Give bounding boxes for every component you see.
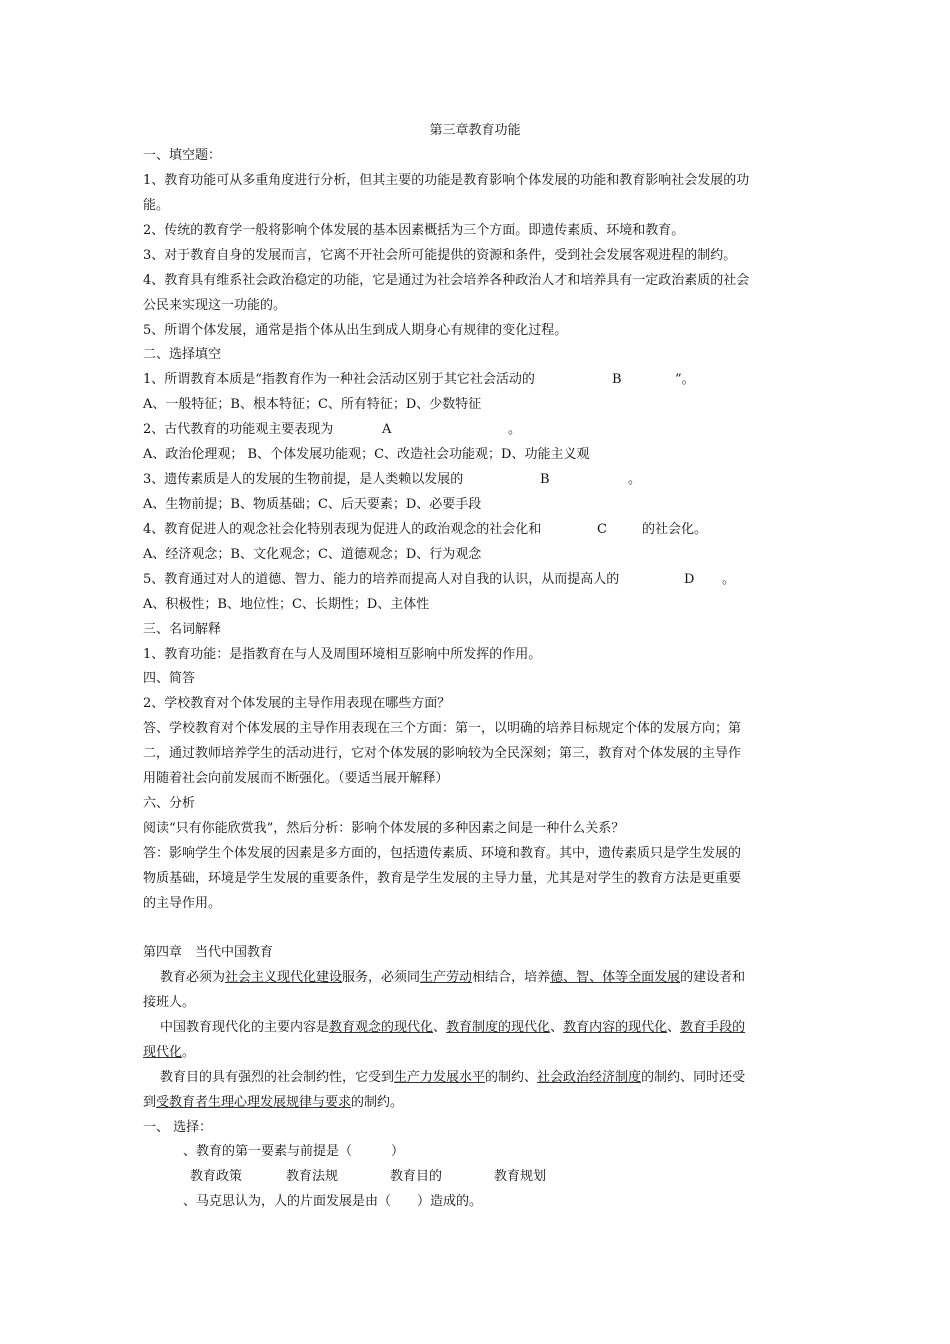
fill-q4-line1: 4、教育具有维系社会政治稳定的功能，它是通过为社会培养各种政治人才和培养具有一定政治素质的社会 xyxy=(143,273,750,288)
chapter-3-title: 第三章教育功能 xyxy=(429,123,521,138)
choice-q1-answer: B xyxy=(612,372,622,387)
section-short-answer-heading: 四、简答 xyxy=(143,671,196,686)
choice-q4: 4、教育促进人的观念社会化特别表现为促进人的政治观念的社会化和 xyxy=(143,522,542,537)
chapter-4-title: 第四章 当代中国教育 xyxy=(143,945,274,960)
short-answer-line2: 二，通过教师培养学生的活动进行，它对个体发展的影响较为全民深刻；第三，教育对个体发展的主导作 xyxy=(143,746,742,761)
section-terms-heading: 三、名词解释 xyxy=(143,622,222,637)
choice-q3: 3、遗传素质是人的发展的生物前提，是人类赖以发展的 xyxy=(143,472,464,487)
fill-q1-line2: 能。 xyxy=(143,198,170,213)
choice-q4-options: A、经济观念；B、文化观念；C、道德观念；D、行为观念 xyxy=(143,547,482,562)
choice-q2-answer: A xyxy=(382,422,392,437)
short-answer-line3: 用随着社会向前发展而不断强化。（要适当展开解释） xyxy=(143,771,449,786)
ch4-para1-line1: 教育必须为社会主义现代化建设服务，必须同生产劳动相结合，培养德、智、体等全面发展的建设者和 xyxy=(160,970,746,985)
option-4: 教育规划 xyxy=(494,1169,547,1184)
ch4-sel-q1: 、教育的第一要素与前提是（ ） xyxy=(183,1144,405,1159)
choice-q1-options: A、一般特征；B、根本特征；C、所有特征；D、少数特征 xyxy=(143,397,482,412)
ch4-para2-line1: 中国教育现代化的主要内容是教育观念的现代化、教育制度的现代化、教育内容的现代化、教育手段的 xyxy=(160,1020,746,1035)
choice-q2-options: A、政治伦理观； B、个体发展功能观；C、改造社会功能观；D、功能主义观 xyxy=(143,447,590,462)
option-2: 教育法规 xyxy=(286,1169,339,1184)
choice-q5-end: 。 xyxy=(722,572,736,587)
choice-q3-answer: B xyxy=(540,472,550,487)
section-choice-heading: 二、选择填空 xyxy=(143,347,222,362)
ch4-para3-line2: 到受教育者生理心理发展规律与要求的制约。 xyxy=(143,1095,404,1110)
choice-q1-end: ”。 xyxy=(675,372,695,387)
short-answer-line1: 答、学校教育对个体发展的主导作用表现在三个方面：第一，以明确的培养目标规定个体的发展方向；第 xyxy=(143,721,742,736)
ch4-selection-heading: 一、 选择： xyxy=(143,1120,213,1135)
fill-q3: 3、对于教育自身的发展而言，它离不开社会所可能提供的资源和条件，受到社会发展客观进程的制约。 xyxy=(143,248,737,263)
fill-q2: 2、传统的教育学一般将影响个体发展的基本因素概括为三个方面。即遗传素质、环境和教育。 xyxy=(143,223,685,238)
short-q2: 2、学校教育对个体发展的主导作用表现在哪些方面？ xyxy=(143,696,451,711)
analysis-answer-line3: 的主导作用。 xyxy=(143,896,222,911)
choice-q3-options: A、生物前提；B、物质基础；C、后天要素；D、必要手段 xyxy=(143,497,482,512)
choice-q1: 1、所谓教育本质是“指教育作为一种社会活动区别于其它社会活动的 xyxy=(143,372,535,387)
ch4-para2-line2: 现代化。 xyxy=(143,1045,196,1060)
choice-q5-options: A、积极性；B、地位性；C、长期性；D、主体性 xyxy=(143,597,430,612)
section-fill-blank-heading: 一、填空题： xyxy=(143,148,222,163)
ch4-para1-line2: 接班人。 xyxy=(143,995,196,1010)
choice-q5-answer: D xyxy=(684,572,695,587)
ch4-para3-line1: 教育目的具有强烈的社会制约性，它受到生产力发展水平的制约、社会政治经济制度的制约、同时还受 xyxy=(160,1070,746,1085)
ch4-sel-q2: 、马克思认为，人的片面发展是由（ ）造成的。 xyxy=(183,1194,483,1209)
fill-q4-line2: 公民来实现这一功能的。 xyxy=(143,298,287,313)
analysis-question: 阅读“只有你能欣赏我”，然后分析：影响个体发展的多种因素之间是一种什么关系？ xyxy=(143,821,625,836)
analysis-answer-line1: 答：影响学生个体发展的因素是多方面的，包括遗传素质、环境和教育。其中，遗传素质只是学生发展的 xyxy=(143,846,742,861)
choice-q4-end: 的社会化。 xyxy=(642,522,708,537)
choice-q2-end: 。 xyxy=(508,422,522,437)
option-1: 教育政策 xyxy=(190,1169,243,1184)
term-q1: 1、教育功能：是指教育在与人及周围环境相互影响中所发挥的作用。 xyxy=(143,647,542,662)
fill-q1-line1: 1、教育功能可从多重角度进行分析，但其主要的功能是教育影响个体发展的功能和教育影响社会发展的功 xyxy=(143,173,750,188)
choice-q4-answer: C xyxy=(597,522,607,537)
choice-q5: 5、教育通过对人的道德、智力、能力的培养而提高人对自我的认识，从而提高人的 xyxy=(143,572,620,587)
choice-q3-end: 。 xyxy=(628,472,642,487)
option-3: 教育目的 xyxy=(390,1169,443,1184)
choice-q2: 2、古代教育的功能观主要表现为 xyxy=(143,422,334,437)
analysis-answer-line2: 物质基础，环境是学生发展的重要条件，教育是学生发展的主导力量，尤其是对学生的教育方法是更重要 xyxy=(143,871,742,886)
fill-q5: 5、所谓个体发展，通常是指个体从出生到成人期身心有规律的变化过程。 xyxy=(143,323,568,338)
section-analysis-heading: 六、分析 xyxy=(143,796,196,811)
